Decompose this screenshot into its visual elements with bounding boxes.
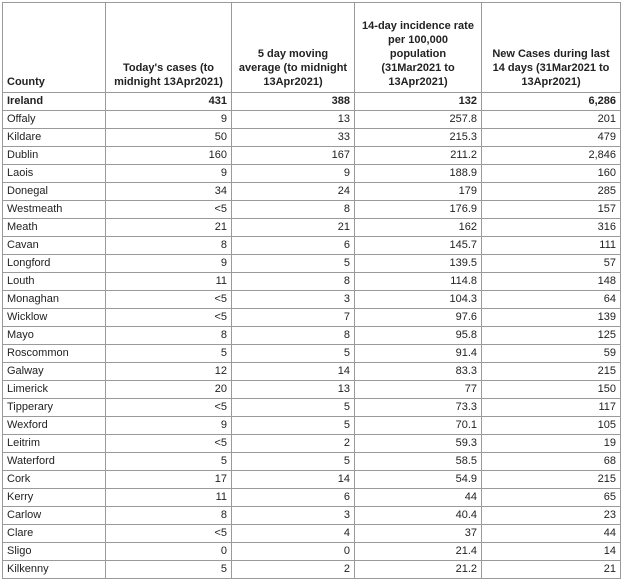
cell-14-day-incidence: 70.1 — [355, 417, 482, 435]
cell-county: Ireland — [3, 93, 106, 111]
table-row — [3, 381, 621, 399]
cell-todays-cases: 9 — [106, 165, 232, 183]
cell-county: Mayo — [3, 327, 106, 345]
table-row — [3, 525, 621, 543]
cell-county: Waterford — [3, 453, 106, 471]
cell-5-day-average: 5 — [232, 417, 355, 435]
cell-14-day-incidence: 40.4 — [355, 507, 482, 525]
cell-todays-cases: 9 — [106, 417, 232, 435]
table-row — [3, 147, 621, 165]
table-row — [3, 111, 621, 129]
cell-county: Wicklow — [3, 309, 106, 327]
cell-county: Cork — [3, 471, 106, 489]
cell-new-cases-14-days: 68 — [482, 453, 621, 471]
cell-todays-cases: 34 — [106, 183, 232, 201]
cell-county: Donegal — [3, 183, 106, 201]
table-row — [3, 489, 621, 507]
cell-new-cases-14-days: 125 — [482, 327, 621, 345]
cell-14-day-incidence: 95.8 — [355, 327, 482, 345]
cell-14-day-incidence: 162 — [355, 219, 482, 237]
cell-county: Sligo — [3, 543, 106, 561]
cell-5-day-average: 3 — [232, 507, 355, 525]
cell-14-day-incidence: 188.9 — [355, 165, 482, 183]
cell-new-cases-14-days: 44 — [482, 525, 621, 543]
cell-5-day-average: 167 — [232, 147, 355, 165]
cell-14-day-incidence: 114.8 — [355, 273, 482, 291]
table-container — [2, 2, 621, 579]
cell-new-cases-14-days: 215 — [482, 363, 621, 381]
cell-new-cases-14-days: 19 — [482, 435, 621, 453]
cell-todays-cases: <5 — [106, 309, 232, 327]
cell-5-day-average: 0 — [232, 543, 355, 561]
table-row — [3, 471, 621, 489]
cell-5-day-average: 4 — [232, 525, 355, 543]
cell-new-cases-14-days: 59 — [482, 345, 621, 363]
cell-county: Leitrim — [3, 435, 106, 453]
cell-county: Laois — [3, 165, 106, 183]
table-row — [3, 255, 621, 273]
cell-todays-cases: 5 — [106, 453, 232, 471]
cell-new-cases-14-days: 139 — [482, 309, 621, 327]
cell-county: Wexford — [3, 417, 106, 435]
cell-5-day-average: 7 — [232, 309, 355, 327]
cell-14-day-incidence: 21.4 — [355, 543, 482, 561]
cell-14-day-incidence: 176.9 — [355, 201, 482, 219]
table-row — [3, 201, 621, 219]
table-row — [3, 183, 621, 201]
covid-county-table — [2, 2, 621, 579]
header-todays-cases: Today's cases (to midnight 13Apr2021) — [106, 3, 232, 93]
cell-14-day-incidence: 145.7 — [355, 237, 482, 255]
cell-5-day-average: 6 — [232, 489, 355, 507]
header-14-day-incidence: 14-day incidence rate per 100,000 population (31Mar2021 to 13Apr2021) — [355, 3, 482, 93]
cell-new-cases-14-days: 150 — [482, 381, 621, 399]
cell-new-cases-14-days: 316 — [482, 219, 621, 237]
cell-new-cases-14-days: 57 — [482, 255, 621, 273]
cell-14-day-incidence: 54.9 — [355, 471, 482, 489]
cell-todays-cases: 431 — [106, 93, 232, 111]
cell-county: Meath — [3, 219, 106, 237]
cell-14-day-incidence: 211.2 — [355, 147, 482, 165]
table-row — [3, 561, 621, 579]
cell-county: Monaghan — [3, 291, 106, 309]
cell-todays-cases: <5 — [106, 399, 232, 417]
cell-5-day-average: 8 — [232, 201, 355, 219]
cell-14-day-incidence: 77 — [355, 381, 482, 399]
cell-new-cases-14-days: 65 — [482, 489, 621, 507]
cell-5-day-average: 2 — [232, 435, 355, 453]
cell-todays-cases: 5 — [106, 561, 232, 579]
cell-county: Tipperary — [3, 399, 106, 417]
cell-county: Offaly — [3, 111, 106, 129]
table-row — [3, 417, 621, 435]
cell-county: Kilkenny — [3, 561, 106, 579]
cell-new-cases-14-days: 111 — [482, 237, 621, 255]
cell-new-cases-14-days: 14 — [482, 543, 621, 561]
cell-14-day-incidence: 73.3 — [355, 399, 482, 417]
cell-todays-cases: 5 — [106, 345, 232, 363]
cell-todays-cases: 8 — [106, 237, 232, 255]
cell-5-day-average: 3 — [232, 291, 355, 309]
header-county: County — [3, 3, 106, 93]
table-row — [3, 363, 621, 381]
table-row — [3, 345, 621, 363]
cell-new-cases-14-days: 215 — [482, 471, 621, 489]
cell-14-day-incidence: 83.3 — [355, 363, 482, 381]
cell-new-cases-14-days: 117 — [482, 399, 621, 417]
cell-todays-cases: 9 — [106, 255, 232, 273]
cell-14-day-incidence: 139.5 — [355, 255, 482, 273]
cell-todays-cases: 8 — [106, 327, 232, 345]
cell-todays-cases: 9 — [106, 111, 232, 129]
cell-5-day-average: 5 — [232, 453, 355, 471]
table-body — [3, 93, 621, 579]
cell-new-cases-14-days: 23 — [482, 507, 621, 525]
cell-todays-cases: <5 — [106, 201, 232, 219]
cell-todays-cases: 17 — [106, 471, 232, 489]
table-row — [3, 165, 621, 183]
cell-new-cases-14-days: 2,846 — [482, 147, 621, 165]
cell-5-day-average: 13 — [232, 111, 355, 129]
cell-todays-cases: <5 — [106, 291, 232, 309]
cell-5-day-average: 33 — [232, 129, 355, 147]
table-row — [3, 507, 621, 525]
cell-14-day-incidence: 132 — [355, 93, 482, 111]
cell-todays-cases: <5 — [106, 525, 232, 543]
cell-todays-cases: 20 — [106, 381, 232, 399]
cell-5-day-average: 24 — [232, 183, 355, 201]
cell-14-day-incidence: 37 — [355, 525, 482, 543]
cell-14-day-incidence: 104.3 — [355, 291, 482, 309]
cell-14-day-incidence: 21.2 — [355, 561, 482, 579]
table-header-row — [3, 3, 621, 93]
cell-todays-cases: 0 — [106, 543, 232, 561]
cell-new-cases-14-days: 105 — [482, 417, 621, 435]
cell-new-cases-14-days: 479 — [482, 129, 621, 147]
cell-new-cases-14-days: 21 — [482, 561, 621, 579]
cell-county: Galway — [3, 363, 106, 381]
cell-county: Limerick — [3, 381, 106, 399]
cell-5-day-average: 8 — [232, 273, 355, 291]
cell-new-cases-14-days: 157 — [482, 201, 621, 219]
cell-new-cases-14-days: 6,286 — [482, 93, 621, 111]
header-new-cases-14-days: New Cases during last 14 days (31Mar2021 to 13Apr2021) — [482, 3, 621, 93]
table-row — [3, 327, 621, 345]
table-row-total — [3, 93, 621, 111]
table-row — [3, 291, 621, 309]
table-row — [3, 273, 621, 291]
cell-new-cases-14-days: 64 — [482, 291, 621, 309]
cell-5-day-average: 6 — [232, 237, 355, 255]
cell-5-day-average: 21 — [232, 219, 355, 237]
cell-county: Louth — [3, 273, 106, 291]
cell-county: Carlow — [3, 507, 106, 525]
cell-todays-cases: 21 — [106, 219, 232, 237]
cell-5-day-average: 9 — [232, 165, 355, 183]
cell-14-day-incidence: 179 — [355, 183, 482, 201]
cell-todays-cases: 8 — [106, 507, 232, 525]
cell-5-day-average: 2 — [232, 561, 355, 579]
cell-14-day-incidence: 257.8 — [355, 111, 482, 129]
cell-county: Clare — [3, 525, 106, 543]
cell-14-day-incidence: 215.3 — [355, 129, 482, 147]
cell-todays-cases: 11 — [106, 489, 232, 507]
cell-14-day-incidence: 44 — [355, 489, 482, 507]
cell-county: Longford — [3, 255, 106, 273]
table-row — [3, 453, 621, 471]
table-row — [3, 399, 621, 417]
cell-todays-cases: 50 — [106, 129, 232, 147]
cell-5-day-average: 5 — [232, 255, 355, 273]
cell-5-day-average: 8 — [232, 327, 355, 345]
cell-county: Dublin — [3, 147, 106, 165]
cell-new-cases-14-days: 285 — [482, 183, 621, 201]
cell-new-cases-14-days: 148 — [482, 273, 621, 291]
table-row — [3, 309, 621, 327]
cell-todays-cases: 160 — [106, 147, 232, 165]
cell-5-day-average: 5 — [232, 345, 355, 363]
cell-14-day-incidence: 58.5 — [355, 453, 482, 471]
cell-new-cases-14-days: 160 — [482, 165, 621, 183]
cell-14-day-incidence: 91.4 — [355, 345, 482, 363]
cell-county: Roscommon — [3, 345, 106, 363]
cell-new-cases-14-days: 201 — [482, 111, 621, 129]
cell-14-day-incidence: 97.6 — [355, 309, 482, 327]
cell-todays-cases: 12 — [106, 363, 232, 381]
cell-county: Kerry — [3, 489, 106, 507]
cell-5-day-average: 388 — [232, 93, 355, 111]
cell-todays-cases: 11 — [106, 273, 232, 291]
header-5-day-average: 5 day moving average (to midnight 13Apr2021) — [232, 3, 355, 93]
table-row — [3, 543, 621, 561]
cell-5-day-average: 13 — [232, 381, 355, 399]
cell-county: Kildare — [3, 129, 106, 147]
table-row — [3, 435, 621, 453]
table-row — [3, 219, 621, 237]
cell-county: Westmeath — [3, 201, 106, 219]
cell-5-day-average: 14 — [232, 363, 355, 381]
table-row — [3, 129, 621, 147]
cell-todays-cases: <5 — [106, 435, 232, 453]
table-row — [3, 237, 621, 255]
cell-5-day-average: 5 — [232, 399, 355, 417]
cell-5-day-average: 14 — [232, 471, 355, 489]
cell-14-day-incidence: 59.3 — [355, 435, 482, 453]
cell-county: Cavan — [3, 237, 106, 255]
